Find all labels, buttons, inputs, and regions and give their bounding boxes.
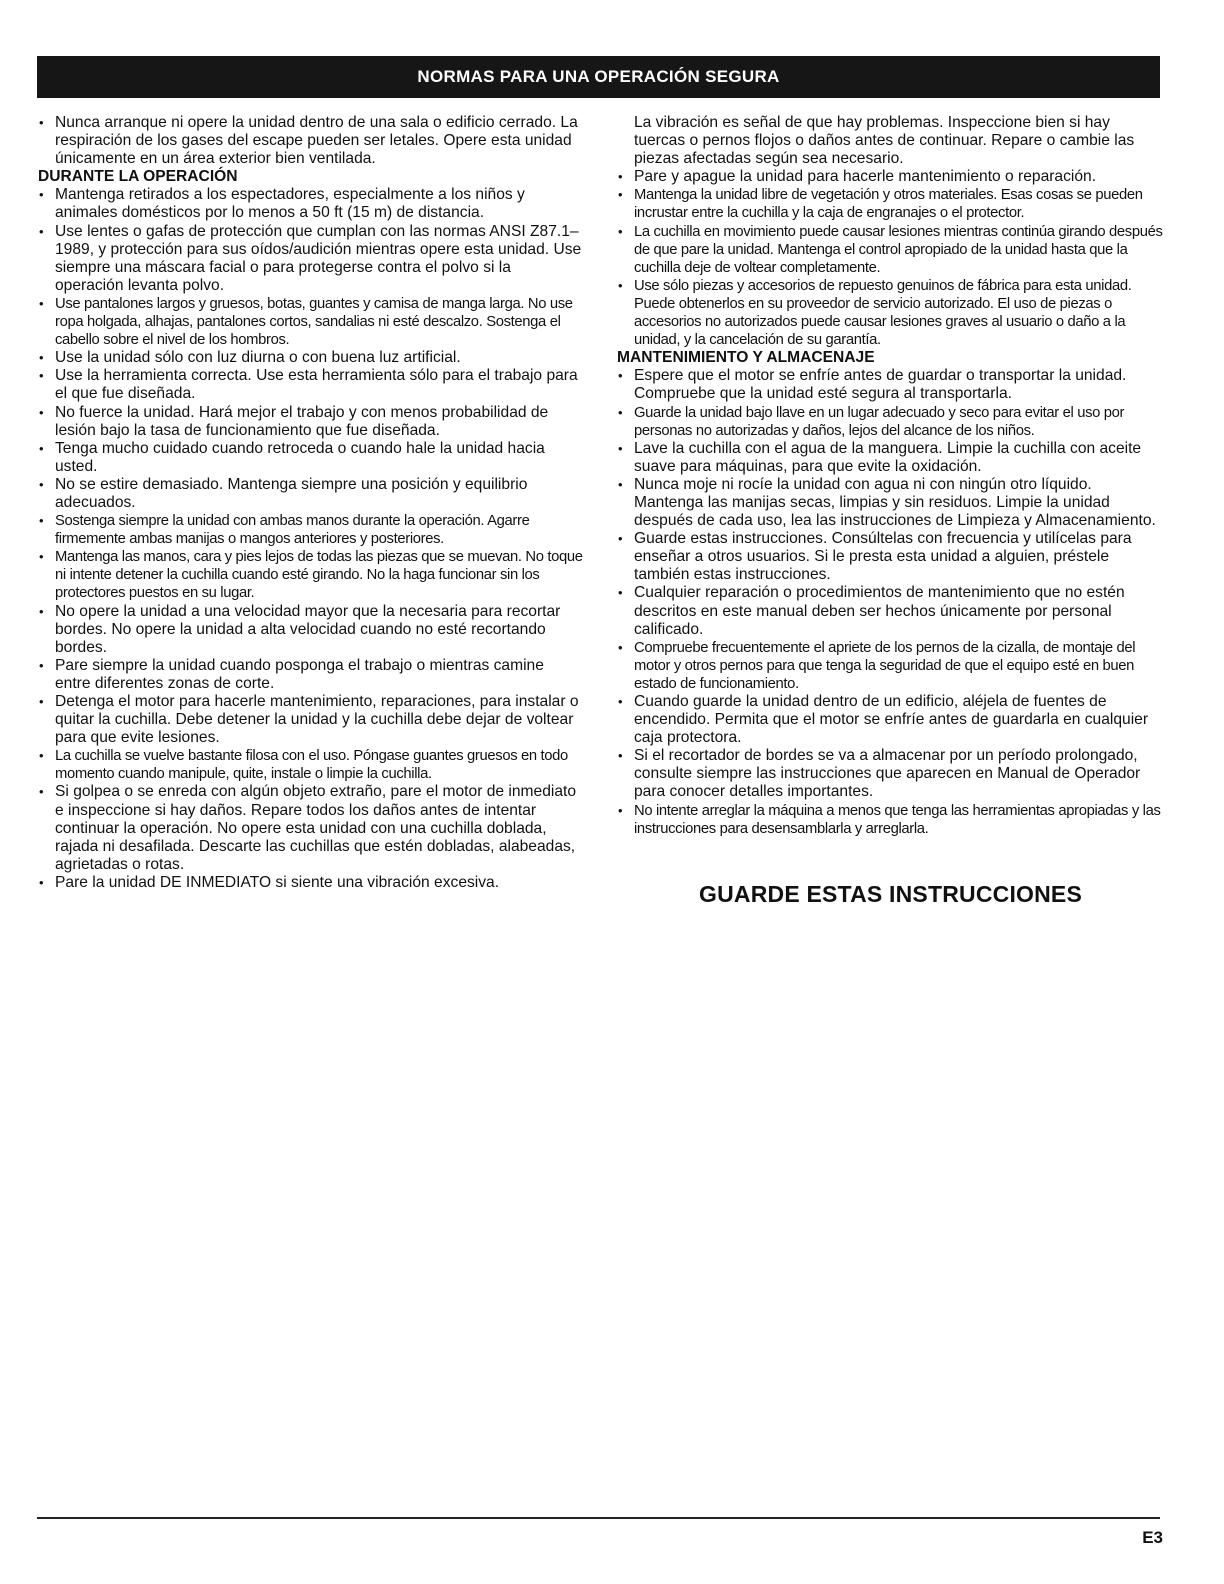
banner-title: NORMAS PARA UNA OPERACIÓN SEGURA bbox=[417, 67, 780, 86]
left-column bbox=[38, 114, 583, 892]
continuation-text: La vibración es señal de que hay problemas. Inspeccione bien si hay tuercas o pernos flojos o daños antes de continuar. Repare o cambie las piezas afectadas según sea necesario. bbox=[634, 114, 1135, 168]
list-item: • Use lentes o gafas de protección que cumplan con las normas ANSI Z87.1–1989, y protección para sus oídos/audición mientras opere esta unidad. Use siempre una máscara facial o para protegerse contra el polvo si la operación levanta polvo. bbox=[38, 223, 583, 295]
closing-heading: GUARDE ESTAS INSTRUCCIONES bbox=[698, 881, 1083, 907]
list-item: • Pare y apague la unidad para hacerle mantenimiento o reparación. bbox=[617, 168, 1164, 186]
list-item: • Mantenga retirados a los espectadores, especialmente a los niños y animales domésticos por lo menos a 50 ft (15 m) de distancia. bbox=[38, 186, 583, 222]
list-item: • Guarde la unidad bajo llave en un lugar adecuado y seco para evitar el uso por personas no autorizadas y daños, lejos del alcance de los niños. bbox=[617, 404, 1164, 440]
list-item: • La cuchilla se vuelve bastante filosa con el uso. Póngase guantes gruesos en todo momento cuando manipule, quite, instale o limpie la cuchilla. bbox=[38, 747, 583, 783]
list-item: • No se estire demasiado. Mantenga siempre una posición y equilibrio adecuados. bbox=[38, 476, 583, 512]
list-item: • Use la herramienta correcta. Use esta herramienta sólo para el trabajo para el que fue diseñada. bbox=[38, 367, 583, 403]
section-heading-operation: DURANTE LA OPERACIÓN bbox=[38, 168, 238, 186]
section-banner bbox=[37, 56, 1160, 98]
footer-divider bbox=[37, 1517, 1160, 1519]
intro-item: • Nunca arranque ni opere la unidad dentro de una sala o edificio cerrado. La respiración de los gases del escape pueden ser letales. Opere esta unidad únicamente en un área exterior bien ventilada. bbox=[38, 114, 583, 168]
list-item: • Compruebe frecuentemente el apriete de los pernos de la cizalla, de montaje del motor y otros pernos para que tenga la seguridad de que el equipo esté en buen estado de funcionamiento. bbox=[617, 639, 1164, 693]
list-item: • No fuerce la unidad. Hará mejor el trabajo y con menos probabilidad de lesión bajo la tasa de funcionamiento que fue diseñada. bbox=[38, 404, 583, 440]
list-item: • Use la unidad sólo con luz diurna o con buena luz artificial. bbox=[38, 349, 583, 367]
list-item: • Tenga mucho cuidado cuando retroceda o cuando hale la unidad hacia usted. bbox=[38, 440, 583, 476]
list-item: • No opere la unidad a una velocidad mayor que la necesaria para recortar bordes. No opere la unidad a alta velocidad cuando no esté recortando bordes. bbox=[38, 603, 583, 657]
list-item: • Pare siempre la unidad cuando posponga el trabajo o mientras camine entre diferentes zonas de corte. bbox=[38, 657, 583, 693]
list-item: • Cuando guarde la unidad dentro de un edificio, aléjela de fuentes de encendido. Permita que el motor se enfríe antes de guardarla en cualquier caja protectora. bbox=[617, 693, 1164, 747]
list-item: • Guarde estas instrucciones. Consúltelas con frecuencia y utilícelas para enseñar a otros usuarios. Si le presta esta unidad a alguien, préstele también estas instrucciones. bbox=[617, 530, 1164, 584]
list-item: • Pare la unidad DE INMEDIATO si siente una vibración excesiva. bbox=[38, 874, 583, 892]
list-item: • Use sólo piezas y accesorios de repuesto genuinos de fábrica para esta unidad. Puede obtenerlos en su proveedor de servicio autorizado. El uso de piezas o accesorios no autorizados puede causar lesiones graves al usuario o daño a la unidad, y la cancelación de su garantía. bbox=[617, 277, 1164, 349]
list-item: • Cualquier reparación o procedimientos de mantenimiento que no estén descritos en este manual deben ser hechos únicamente por personal calificado. bbox=[617, 584, 1164, 638]
list-item: • Mantenga las manos, cara y pies lejos de todas las piezas que se muevan. No toque ni intente detener la cuchilla cuando esté girando. No la haga funcionar sin los protectores puestos en su lugar. bbox=[38, 548, 583, 602]
list-item: • Si el recortador de bordes se va a almacenar por un período prolongado, consulte siempre las instrucciones que aparecen en Manual de Operador para conocer detalles importantes. bbox=[617, 747, 1164, 801]
list-item: • Espere que el motor se enfríe antes de guardar o transportar la unidad. Compruebe que la unidad esté segura al transportarla. bbox=[617, 367, 1164, 403]
section-heading-maintenance: MANTENIMIENTO Y ALMACENAJE bbox=[617, 349, 875, 367]
list-item: • La cuchilla en movimiento puede causar lesiones mientras continúa girando después de que pare la unidad. Mantenga el control apropiado de la unidad hasta que la cuchilla deje de voltear completamente. bbox=[617, 223, 1164, 277]
list-item: • No intente arreglar la máquina a menos que tenga las herramientas apropiadas y las instrucciones para desensamblarla y arreglarla. bbox=[617, 802, 1164, 838]
list-item: • Mantenga la unidad libre de vegetación y otros materiales. Esas cosas se pueden incrustar entre la cuchilla y la caja de engranajes o el protector. bbox=[617, 186, 1164, 222]
list-item: • Si golpea o se enreda con algún objeto extraño, pare el motor de inmediato e inspeccione si hay daños. Repare todos los daños antes de intentar continuar la operación. No opere esta unidad con una cuchilla doblada, rajada ni desafilada. Descarte las cuchillas que estén dobladas, alabeadas, agrietadas o rotas. bbox=[38, 783, 583, 873]
list-item: • Detenga el motor para hacerle mantenimiento, reparaciones, para instalar o quitar la cuchilla. Debe detener la unidad y la cuchilla debe dejar de voltear para que evite lesiones. bbox=[38, 693, 583, 747]
list-item: • Sostenga siempre la unidad con ambas manos durante la operación. Agarre firmemente ambas manijas o mangos anteriores y posteriores. bbox=[38, 512, 583, 548]
page-number: E3 bbox=[1142, 1528, 1163, 1547]
list-item: • Use pantalones largos y gruesos, botas, guantes y camisa de manga larga. No use ropa holgada, alhajas, pantalones cortos, sandalias ni esté descalzo. Sostenga el cabello sobre el nivel de los hombros. bbox=[38, 295, 583, 349]
list-item: • Lave la cuchilla con el agua de la manguera. Limpie la cuchilla con aceite suave para máquinas, para que evite la oxidación. bbox=[617, 440, 1164, 476]
right-column bbox=[617, 114, 1164, 838]
list-item: • Nunca moje ni rocíe la unidad con agua ni con ningún otro líquido. Mantenga las manijas secas, limpias y sin residuos. Limpie la unidad después de cada uso, lea las instrucciones de Limpieza y Almacenamiento. bbox=[617, 476, 1164, 530]
